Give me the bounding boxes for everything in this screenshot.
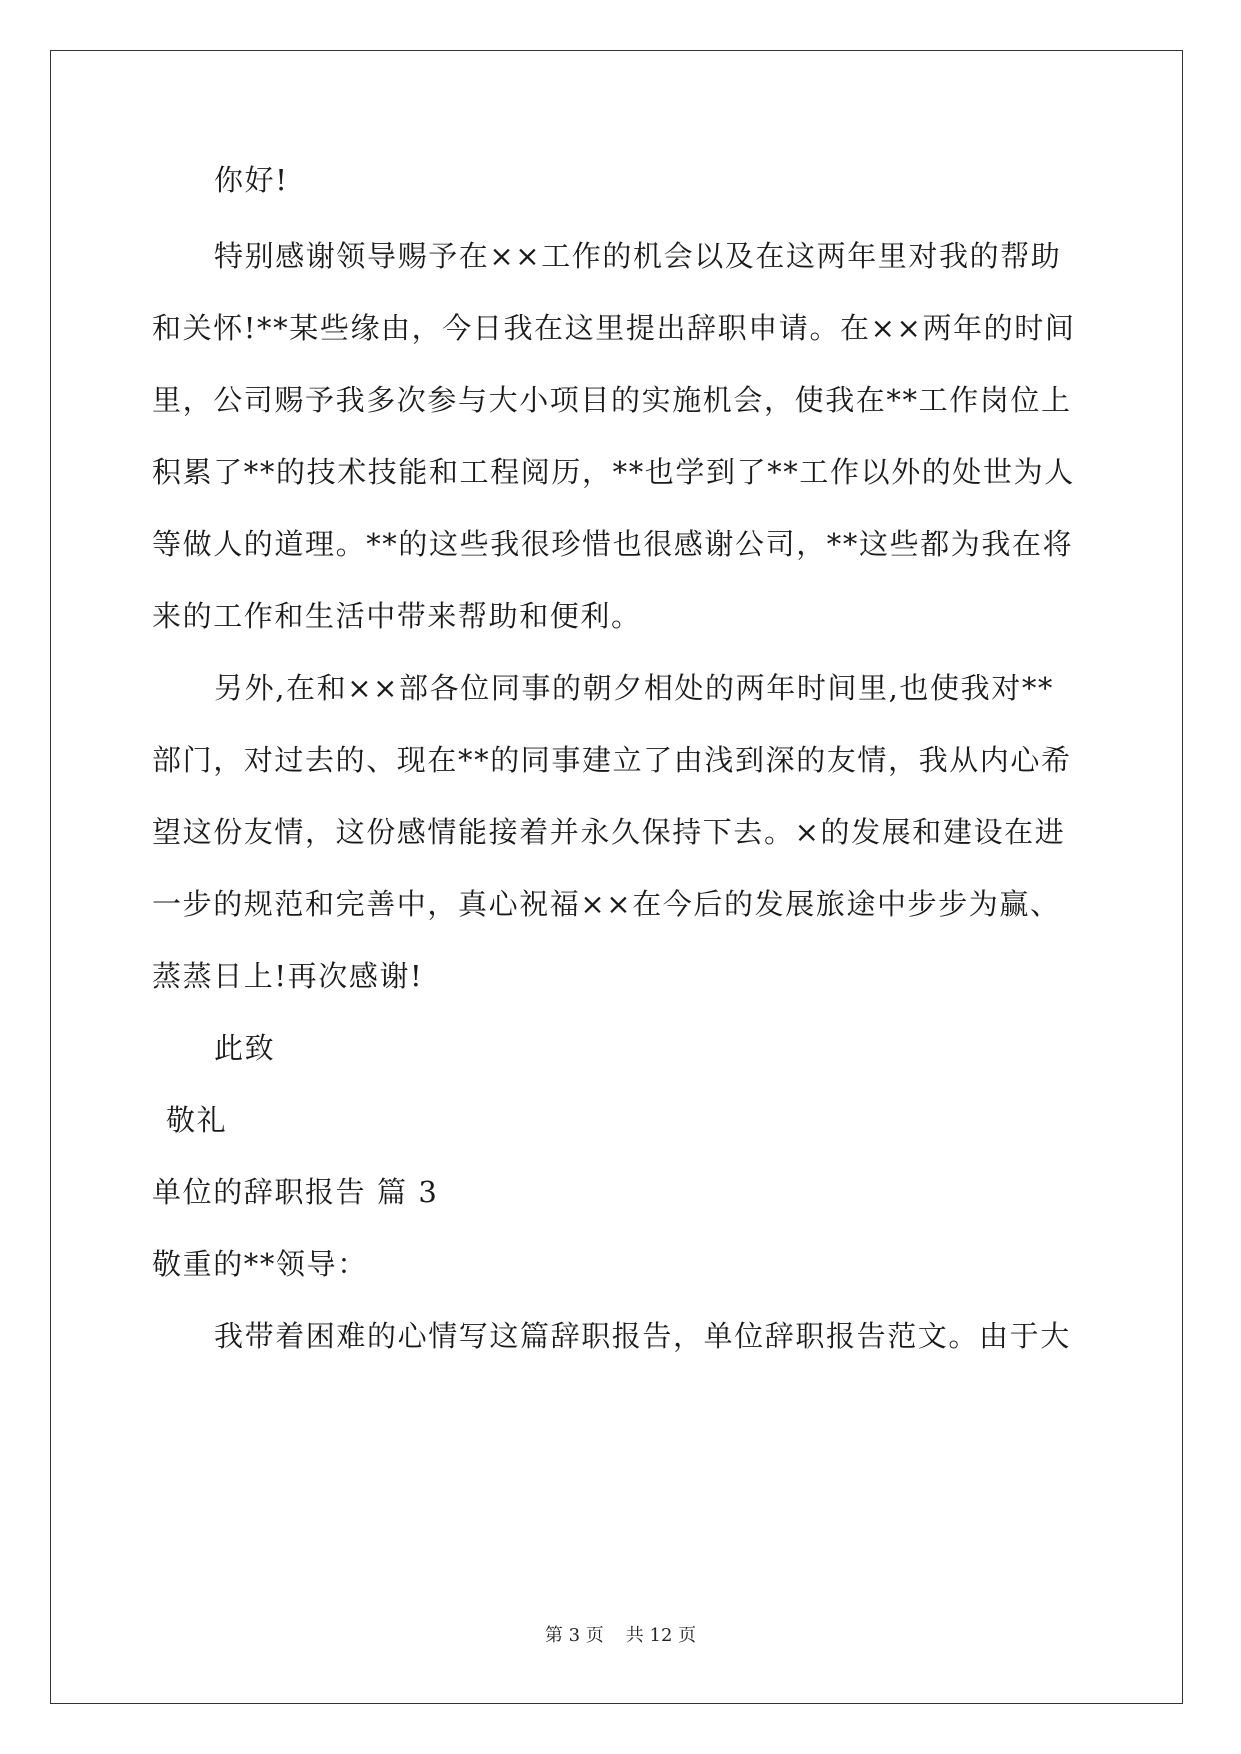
paragraph-1-line-2: 和关怀!**某些缘由，今日我在这里提出辞职申请。在××两年的时间 bbox=[152, 311, 1076, 345]
paragraph-1-line-3: 里，公司赐予我多次参与大小项目的实施机会，使我在**工作岗位上 bbox=[152, 383, 1072, 417]
paragraph-2-line-2: 部门，对过去的、现在**的同事建立了由浅到深的友情，我从内心希 bbox=[152, 743, 1072, 777]
paragraph-1-line-4: 积累了**的技术技能和工程阅历，**也学到了**工作以外的处世为人 bbox=[152, 455, 1075, 489]
greeting-line: 你好! bbox=[214, 163, 289, 197]
addressee-line: 敬重的**领导： bbox=[152, 1247, 368, 1281]
paragraph-3-line-1: 我带着困难的心情写这篇辞职报告，单位辞职报告范文。由于大 bbox=[214, 1319, 1071, 1353]
closing-line: 此致 bbox=[214, 1031, 276, 1065]
page-total: 共 12 页 bbox=[625, 1625, 697, 1646]
salutation-line: 敬礼 bbox=[166, 1103, 228, 1137]
section-heading: 单位的辞职报告 篇 3 bbox=[152, 1175, 439, 1209]
paragraph-1-line-5: 等做人的道理。**的这些我很珍惜也很感谢公司，**这些都为我在将 bbox=[152, 527, 1074, 561]
paragraph-2-line-3: 望这份友情，这份感情能接着并永久保持下去。×的发展和建设在进 bbox=[152, 815, 1066, 849]
paragraph-2-line-4: 一步的规范和完善中，真心祝福××在今后的发展旅途中步步为赢、 bbox=[152, 887, 1061, 921]
page-footer bbox=[0, 1621, 1241, 1647]
paragraph-2-line-1: 另外,在和××部各位同事的朝夕相处的两年时间里,也使我对** bbox=[214, 671, 1055, 705]
paragraph-1-line-1: 特别感谢领导赐予在××工作的机会以及在这两年里对我的帮助 bbox=[214, 239, 1062, 273]
page-border bbox=[50, 50, 1183, 1704]
page-number: 第 3 页 bbox=[544, 1625, 604, 1646]
paragraph-2-line-5: 蒸蒸日上!再次感谢! bbox=[152, 959, 424, 993]
paragraph-1-line-6: 来的工作和生活中带来帮助和便利。 bbox=[152, 599, 642, 633]
